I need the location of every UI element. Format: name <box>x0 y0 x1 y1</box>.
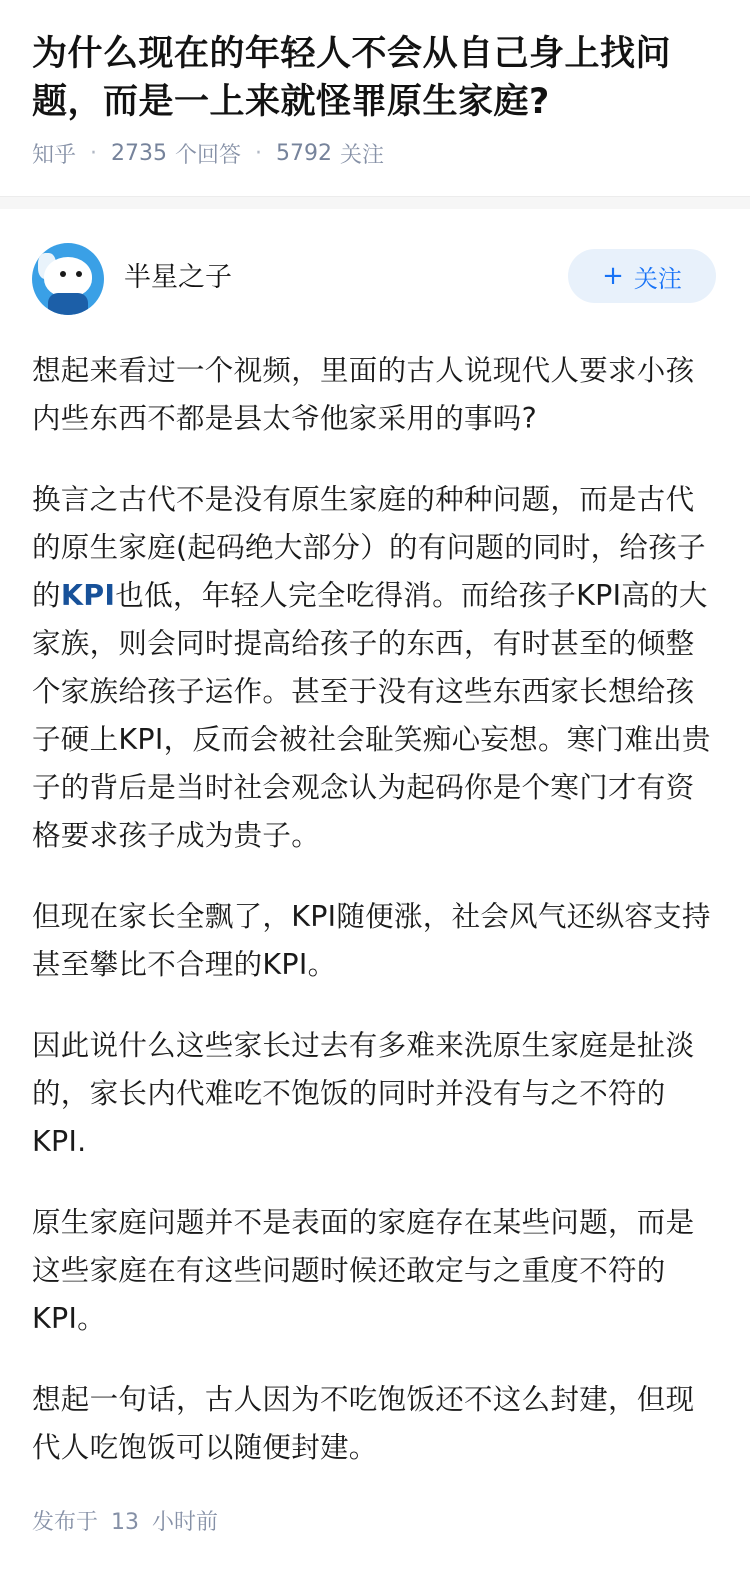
source-label[interactable]: 知乎 <box>32 143 77 168</box>
paragraph-text: 也低，年轻人完全吃得消。而给孩子KPI高的大家族，则会同时提高给孩子的东西，有时甚至的倾整个家族给孩子运作。甚至于没有这些东西家长想给孩子硬上KPI，反而会被社会耻笑痴心妄想。寒门难出贵子的背后是当时社会观念认为起码你是个寒门才有资格要求孩子成为贵子。 <box>32 579 711 852</box>
answer-count-label[interactable]: 个回答 <box>175 143 242 168</box>
answer-paragraph: 想起来看过一个视频，里面的古人说现代人要求小孩内些东西不都是县太爷他家采用的事吗? <box>32 354 695 435</box>
meta-separator: · <box>90 141 98 166</box>
answer-paragraph: 想起一句话，古人因为不吃饱饭还不这么封建，但现代人吃饱饭可以随便封建。 <box>32 1383 695 1464</box>
answer-content <box>32 347 718 1472</box>
answer-count: 2735 <box>111 141 168 166</box>
author-name[interactable]: 半星之子 <box>124 261 232 293</box>
question-meta <box>32 138 718 169</box>
publish-time <box>32 1505 718 1536</box>
plus-icon: + <box>602 261 624 291</box>
kpi-topic-link[interactable]: KPI <box>60 579 116 612</box>
follow-button-label: 关注 <box>633 264 682 293</box>
answer-paragraph: 因此说什么这些家长过去有多难来洗原生家庭是扯淡的，家长内代难吃不饱饭的同时并没有与之不符的KPI. <box>32 1029 695 1158</box>
publish-unit: 小时前 <box>152 1510 219 1535</box>
answer-card <box>0 231 750 1536</box>
follow-author-button[interactable] <box>568 249 716 303</box>
publish-label: 发布于 <box>32 1510 99 1535</box>
section-divider <box>0 196 750 209</box>
question-header <box>0 0 750 168</box>
follow-count: 5792 <box>276 141 333 166</box>
paragraph-text: 换言之古代不是没有原生家庭的种种问题，而是古代的原生家庭(起码绝大部分）的有问题的同时，给孩子的 <box>32 483 706 612</box>
question-title[interactable]: 为什么现在的年轻人不会从自己身上找问题，而是一上来就怪罪原生家庭? <box>32 34 672 122</box>
answer-paragraph <box>32 476 718 860</box>
answer-paragraph: 原生家庭问题并不是表面的家庭存在某些问题，而是这些家庭在有这些问题时候还敢定与之重度不符的KPI。 <box>32 1206 695 1335</box>
meta-separator: · <box>255 141 263 166</box>
answer-paragraph: 但现在家长全飘了，KPI随便涨，社会风气还纵容支持甚至攀比不合理的KPI。 <box>32 900 711 981</box>
publish-value: 13 <box>111 1510 140 1535</box>
avatar-dog-icon[interactable] <box>32 243 104 315</box>
author-row <box>32 231 718 327</box>
follow-count-label[interactable]: 关注 <box>340 143 385 168</box>
